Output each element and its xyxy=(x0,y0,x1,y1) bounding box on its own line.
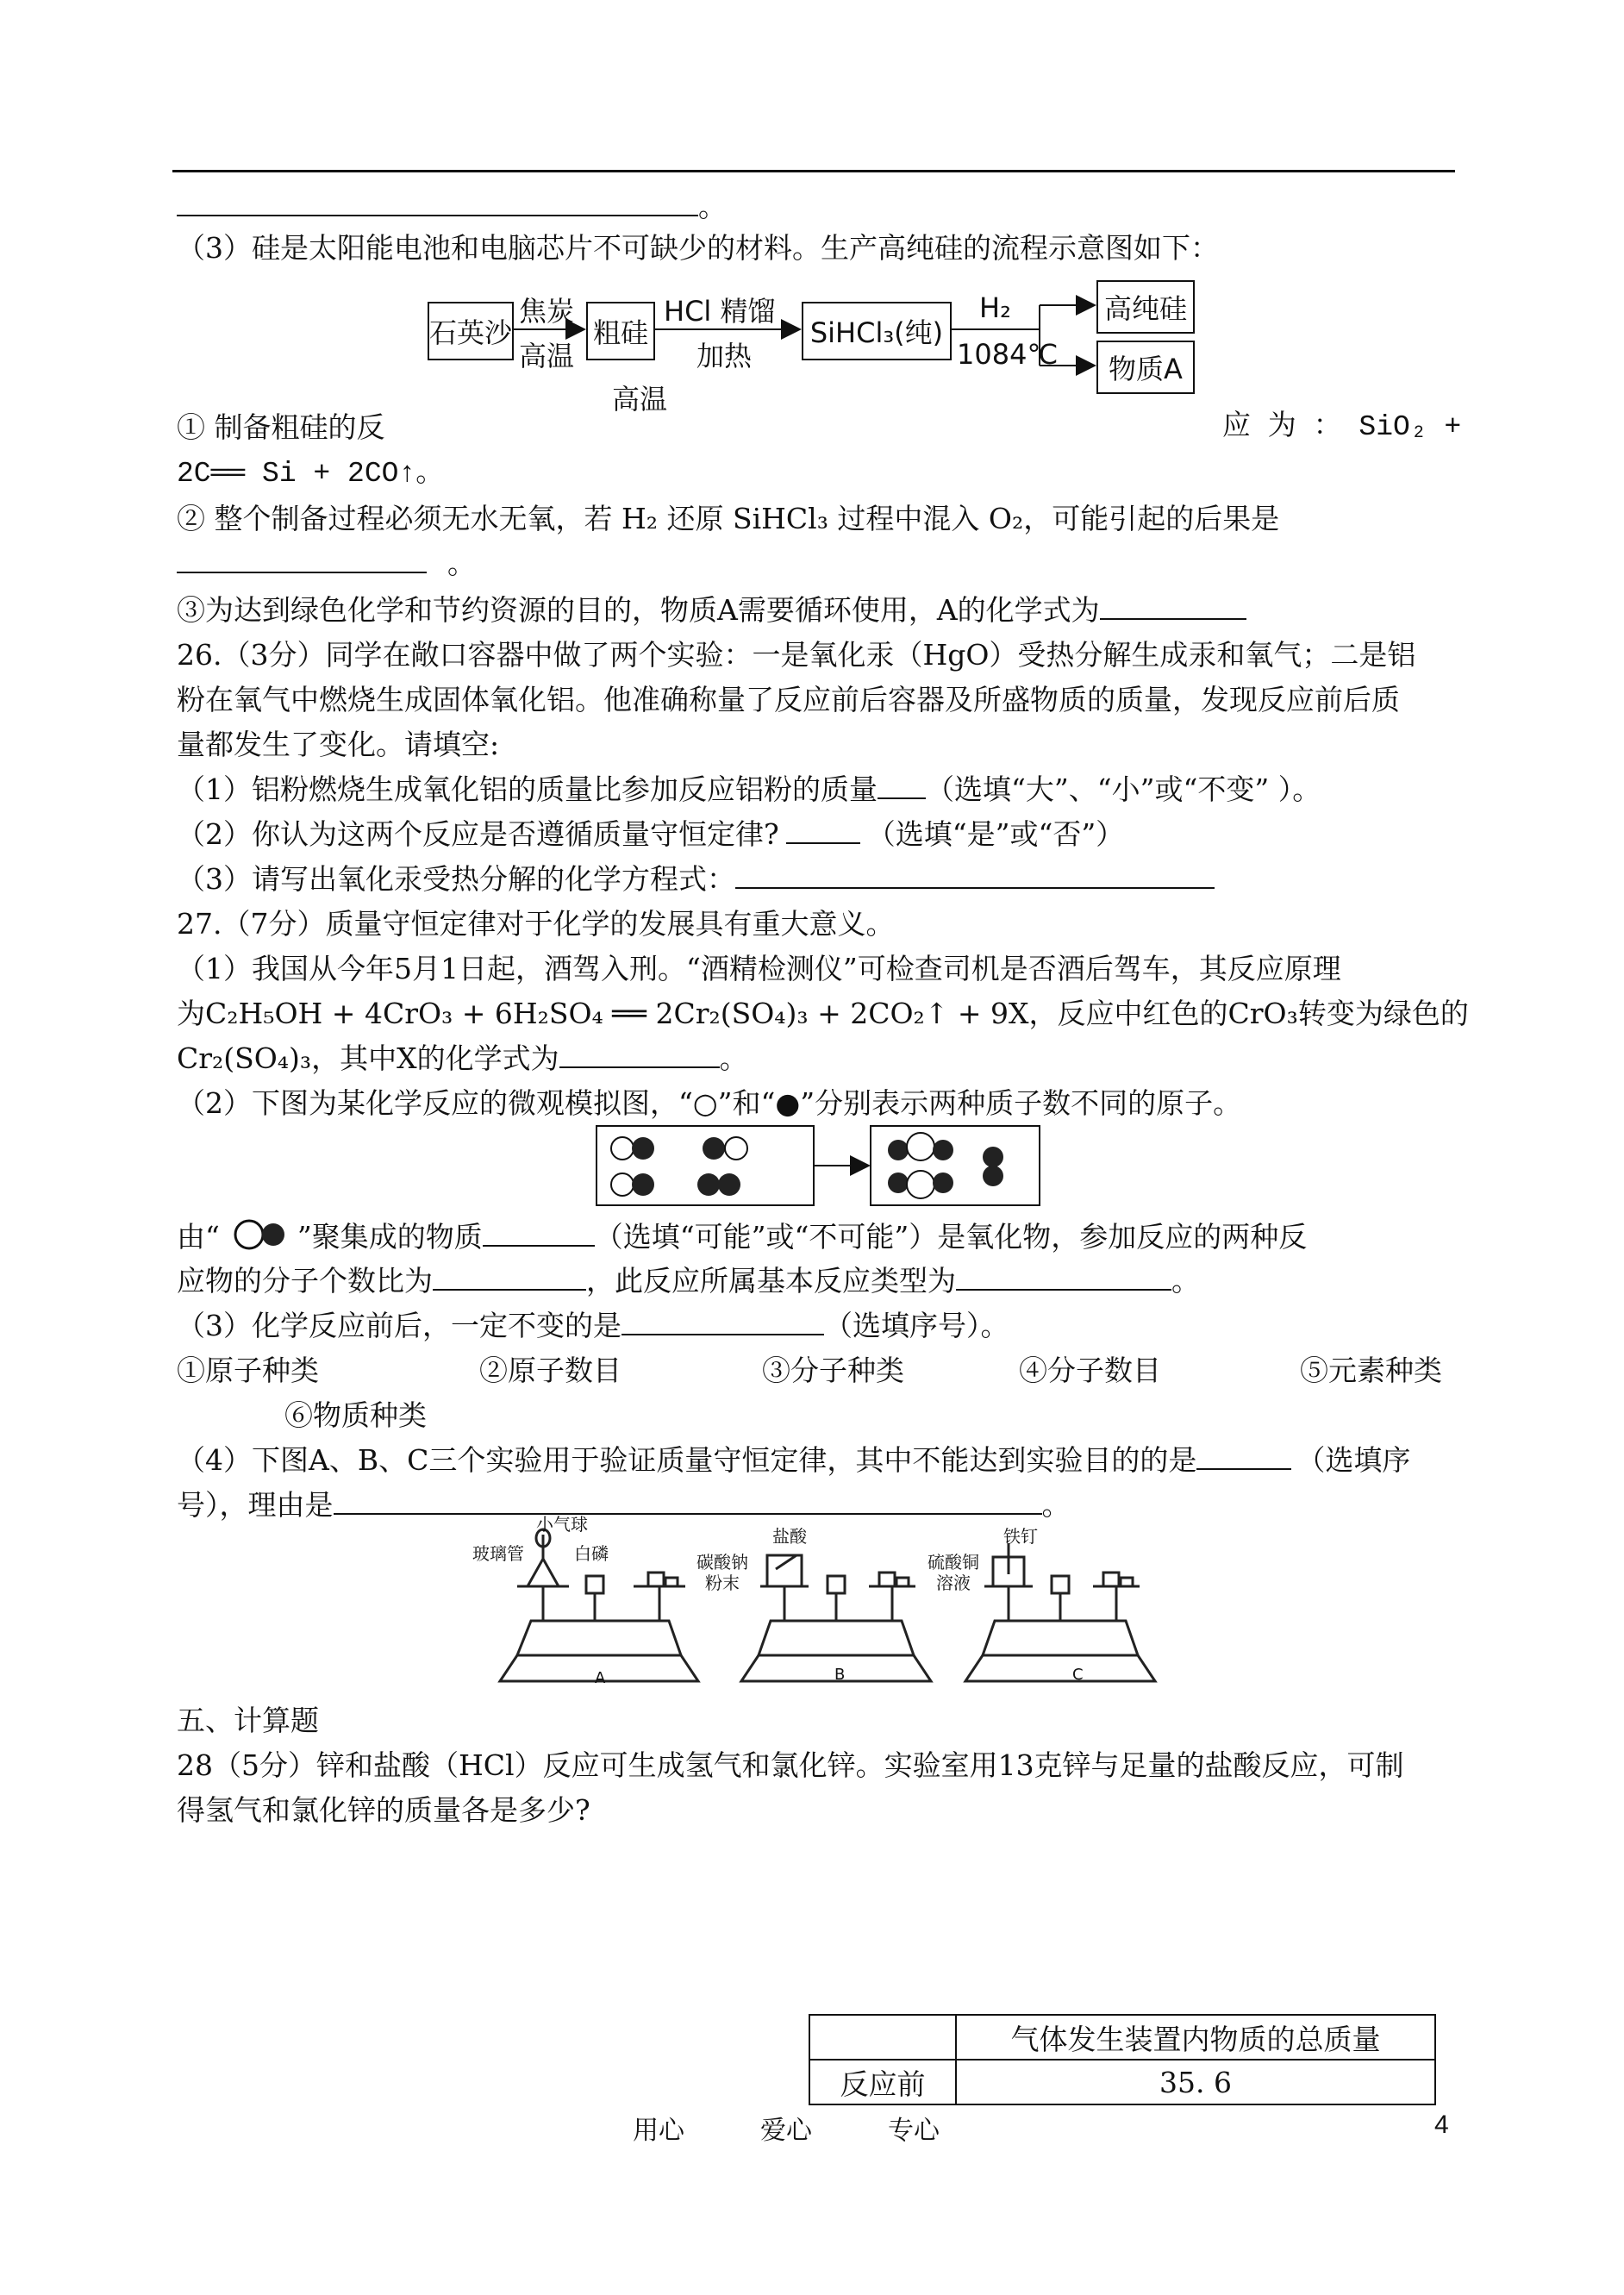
fig-label: 铁钉 xyxy=(1003,1526,1038,1547)
flow-box-substance-a: 物质A xyxy=(1096,341,1195,394)
option-4: ④分子数目 xyxy=(1019,1354,1161,1387)
fig-label: 玻璃管 xyxy=(472,1543,524,1564)
flow-label: 高温 xyxy=(519,340,575,372)
fig-label: 盐酸 xyxy=(772,1526,807,1547)
answer-blank[interactable] xyxy=(786,818,860,844)
q27-part4-line1: （4）下图A、B、C三个实验用于验证质量守恒定律，其中不能达到实验目的的是 （选填序 xyxy=(177,1443,1411,1477)
answer-blank[interactable] xyxy=(433,1265,586,1291)
fig-label: 碳酸钠 xyxy=(696,1552,748,1573)
table-cell: 反应前 xyxy=(809,2060,956,2104)
black-atom xyxy=(632,1173,654,1196)
q27-part1-line3: Cr₂(SO₄)₃，其中X的化学式为 。 xyxy=(177,1041,748,1075)
black-atom xyxy=(888,1140,909,1160)
black-atom xyxy=(703,1137,725,1160)
flow-label: 高温 xyxy=(612,383,668,416)
products-box xyxy=(871,1126,1040,1205)
page-number: 4 xyxy=(1434,2111,1449,2139)
answer-blank[interactable] xyxy=(1196,1444,1291,1470)
flow-box-pure-si: 高纯硅 xyxy=(1096,280,1195,334)
answer-blank[interactable] xyxy=(735,863,1215,889)
white-atom xyxy=(725,1137,747,1160)
flow-label: 焦炭 xyxy=(519,295,575,328)
flow-arrows xyxy=(0,0,1624,431)
flow-label: 加热 xyxy=(696,340,753,372)
q3-step2-answer: 。 xyxy=(177,547,476,581)
fig-label: 溶液 xyxy=(936,1573,971,1593)
black-atom xyxy=(718,1173,740,1196)
flow-label: 1084℃ xyxy=(957,338,1059,371)
fig-label: 硫酸铜 xyxy=(928,1552,979,1573)
flow-box-quartz: 石英沙 xyxy=(428,302,514,360)
flow-label: HCl 精馏 xyxy=(664,295,776,328)
q26-line2: 粉在氧气中燃烧生成固体氧化铝。他准确称量了反应前后容器及所盛物质的质量，发现反应前后质 xyxy=(177,683,1400,716)
option-6: ⑥物质种类 xyxy=(284,1398,427,1432)
flow-box-sihcl3: SiHCl₃(纯) xyxy=(802,302,952,360)
black-atom xyxy=(983,1166,1003,1186)
q3-step2: ② 整个制备过程必须无水无氧，若 H₂ 还原 SiHCl₃ 过程中混入 O₂，可能引起的后果是 xyxy=(177,502,1280,535)
option-5: ⑤元素种类 xyxy=(1300,1354,1442,1387)
section-heading: 五、计算题 xyxy=(177,1704,319,1737)
q28-line1: 28（5分）锌和盐酸（HCl）反应可生成氢气和氯化锌。实验室用13克锌与足量的盐酸反应，可制 xyxy=(177,1748,1404,1782)
q26-part2: （2）你认为这两个反应是否遵循质量守恒定律? （选填“是”或“否”） xyxy=(177,817,1125,851)
period: 。 xyxy=(698,190,727,223)
q26-line3: 量都发生了变化。请填空: xyxy=(177,728,500,761)
q28-line2: 得氢气和氯化锌的质量各是多少? xyxy=(177,1793,590,1827)
q26-line1: 26.（3分）同学在敞口容器中做了两个实验：一是氧化汞（HgO）受热分解生成汞和氧气；二是铝 xyxy=(177,638,1416,672)
mass-table xyxy=(809,2014,1436,2105)
answer-blank[interactable] xyxy=(559,1042,720,1068)
q3-step1: ① 制备粗硅的反 xyxy=(177,410,385,444)
black-atom xyxy=(983,1147,1003,1167)
footer-text: 用心 xyxy=(633,2116,684,2146)
white-atom xyxy=(611,1137,634,1160)
footer-text: 专心 xyxy=(888,2116,940,2146)
option-1: ①原子种类 xyxy=(177,1354,319,1387)
fig-label: 白磷 xyxy=(574,1543,609,1564)
q27-title: 27.（7分）质量守恒定律对于化学的发展具有重大意义。 xyxy=(177,907,895,941)
balance-c xyxy=(965,1543,1155,1681)
q27-part2-line2: 由“ ”聚集成的物质 （选填“可能”或“不可能”）是氧化物，参加反应的两种反 xyxy=(177,1220,1308,1254)
answer-blank[interactable] xyxy=(177,547,427,573)
molecule-icon xyxy=(220,1219,297,1250)
q26-part3: （3）请写出氧化汞受热分解的化学方程式： xyxy=(177,862,1215,897)
black-atom xyxy=(697,1173,720,1196)
q27-part1-line2: 为C₂H₅OH + 4CrO₃ + 6H₂SO₄ ══ 2Cr₂(SO₄)₃ + 2CO₂↑ + 9X，反应中红色的CrO₃转变为绿色的 xyxy=(177,997,1469,1030)
black-atom xyxy=(888,1173,909,1193)
q27-part3: （3）化学反应前后，一定不变的是 （选填序号）。 xyxy=(177,1309,1009,1342)
answer-blank[interactable] xyxy=(956,1265,1171,1291)
fig-label: 粉末 xyxy=(705,1573,740,1593)
fig-label: 小气球 xyxy=(536,1514,588,1535)
answer-blank[interactable] xyxy=(621,1310,824,1335)
q3-intro: （3）硅是太阳能电池和电脑芯片不可缺少的材料。生产高纯硅的流程示意图如下： xyxy=(177,231,1219,265)
fig-label: B xyxy=(834,1666,846,1684)
table-cell: 35. 6 xyxy=(956,2060,1435,2104)
q27-part2: （2）下图为某化学反应的微观模拟图，“○”和“●”分别表示两种质子数不同的原子。 xyxy=(177,1086,1242,1120)
table-cell xyxy=(809,2015,956,2060)
fig-label: A xyxy=(595,1669,606,1687)
q26-part1: （1）铝粉燃烧生成氧化铝的质量比参加反应铝粉的质量 （选填“大”、“小”或“不变” ）。 xyxy=(177,772,1321,806)
balance-b xyxy=(741,1555,931,1681)
q3-step1-formula: 应 为 ： SiO₂ + xyxy=(1222,411,1462,443)
q27-part4-line2: 号），理由是 。 xyxy=(177,1488,1071,1522)
answer-blank[interactable] xyxy=(878,773,926,799)
fig-label: C xyxy=(1072,1666,1084,1684)
white-atom xyxy=(611,1173,634,1196)
footer-text: 爱心 xyxy=(760,2116,812,2146)
black-atom xyxy=(933,1173,953,1193)
black-atom xyxy=(933,1140,953,1160)
q27-part2-line3: 应物的分子个数比为 ，此反应所属基本反应类型为 。 xyxy=(177,1264,1200,1298)
q3-step1-formula-cont: 2C══ Si + 2CO↑。 xyxy=(177,458,445,490)
option-2: ②原子数目 xyxy=(479,1354,621,1387)
micro-reaction-figure xyxy=(595,1124,1043,1210)
flow-label: H₂ xyxy=(979,291,1011,324)
answer-blank[interactable] xyxy=(483,1221,595,1247)
q3-step3: ③为达到绿色化学和节约资源的目的，物质A需要循环使用，A的化学式为 xyxy=(177,593,1246,628)
black-atom xyxy=(632,1137,654,1160)
q27-part1-line1: （1）我国从今年5月1日起，酒驾入刑。“酒精检测仪”可检查司机是否酒后驾车，其反应原理 xyxy=(177,952,1341,985)
table-row xyxy=(809,2060,1435,2104)
white-atom xyxy=(907,1171,934,1198)
white-atom xyxy=(907,1133,934,1160)
answer-blank[interactable] xyxy=(334,1489,1042,1515)
table-header: 气体发生装置内物质的总质量 xyxy=(956,2015,1435,2060)
answer-blank[interactable] xyxy=(1100,594,1246,620)
table-row xyxy=(809,2015,1435,2060)
option-3: ③分子种类 xyxy=(762,1354,904,1387)
flow-box-crude-si: 粗硅 xyxy=(586,302,655,360)
